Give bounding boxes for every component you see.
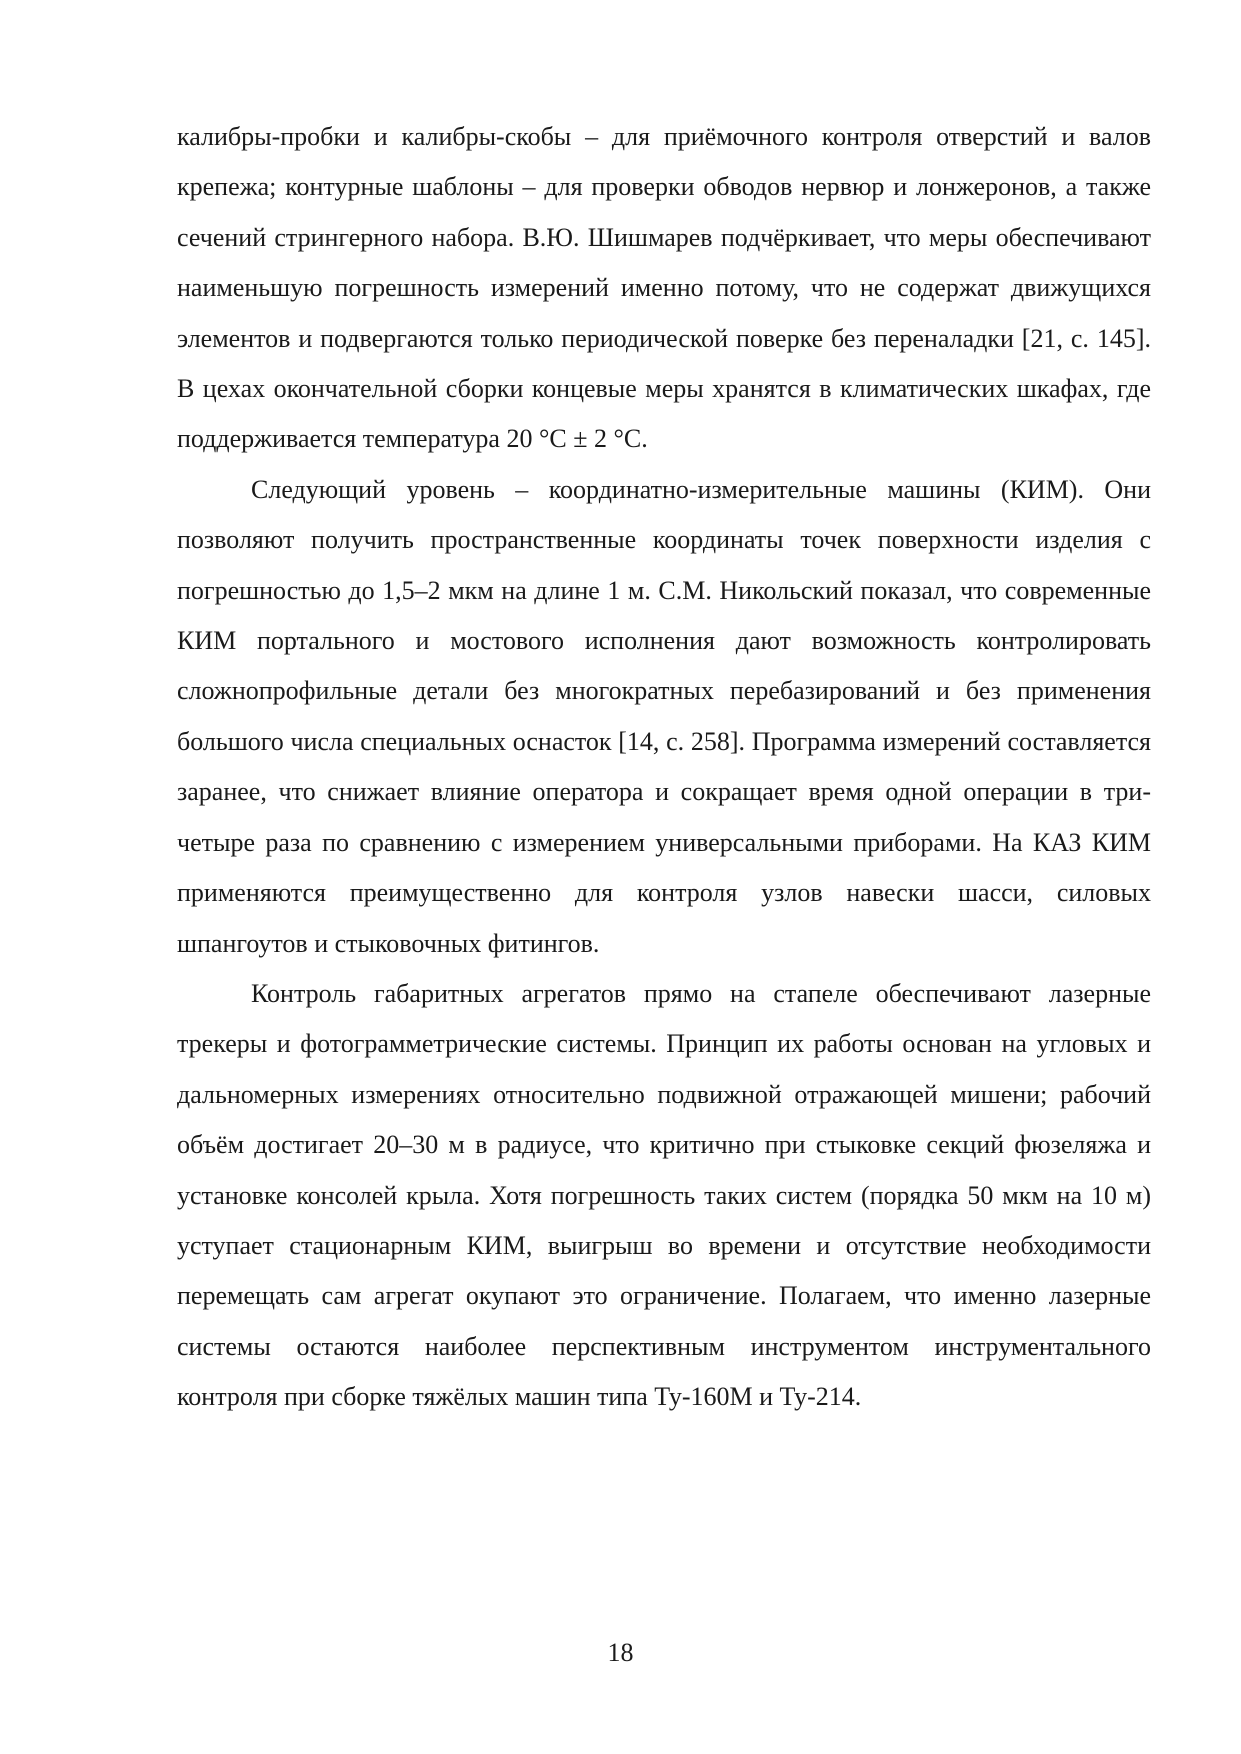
paragraph-laser-trackers: Контроль габаритных агрегатов прямо на стапеле обеспечивают лазерные трекеры и фотограмметрические системы. Принцип их работы основан на угловых и дальномерных измерениях относительно подвижной отражающей мишени; рабочий объём достигает 20–30 м в радиусе, что критично при стыковке секций фюзеляжа и установке консолей крыла. Хотя погрешность таких систем (порядка 50 мкм на 10 м) уступает стационарным КИМ, выигрыш во времени и отсутствие необходимости перемещать сам агрегат окупают это ограничение. Полагаем, что именно лазерные системы остаются наиболее перспективным инструментом инструментального контроля при сборке тяжёлых машин типа Ту-160М и Ту-214. [177, 978, 1151, 1412]
paragraph-continuation: калибры-пробки и калибры-скобы – для приёмочного контроля отверстий и валов крепежа; контурные шаблоны – для проверки обводов нервюр и лонжеронов, а также сечений стрингерного набора. В.Ю. Шишмарев подчёркивает, что меры обеспечивают наименьшую погрешность измерений именно потому, что не содержат движущихся элементов и подвергаются только периодической поверке без переналадки [21, с. 145]. В цехах окончательной сборки концевые меры хранятся в климатических шкафах, где поддерживается температура 20 °С ± 2 °С. [177, 122, 1151, 454]
body-text [177, 112, 1151, 1423]
paragraph-cmm: Следующий уровень – координатно-измерительные машины (КИМ). Они позволяют получить пространственные координаты точек поверхности изделия с погрешностью до 1,5–2 мкм на длине 1 м. С.М. Никольский показал, что современные КИМ портального и мостового исполнения дают возможность контролировать сложнопрофильные детали без многократных перебазирований и без применения большого числа специальных оснасток [14, с. 258]. Программа измерений составляется заранее, что снижает влияние оператора и сокращает время одной операции в три-четыре раза по сравнению с измерением универсальными приборами. На КАЗ КИМ применяются преимущественно для контроля узлов навески шасси, силовых шпангоутов и стыковочных фитингов. [177, 474, 1151, 958]
page-number: 18 [607, 1638, 634, 1667]
